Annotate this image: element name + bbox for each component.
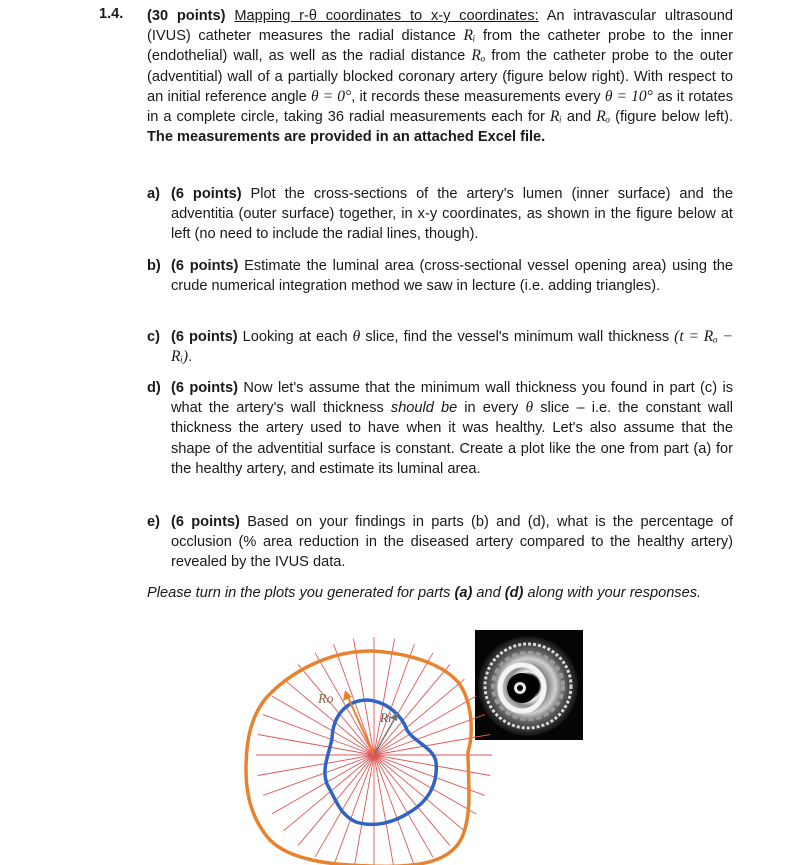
- ri-symbol: Rᵢ: [463, 27, 476, 45]
- intro-text: (figure below left).: [610, 109, 733, 126]
- part-points: (6 points): [171, 258, 239, 275]
- ri-symbol: Rᵢ: [549, 108, 562, 126]
- part-points: (6 points): [171, 380, 238, 397]
- problem-title: Mapping r-θ coordinates to x-y coordinates:: [234, 8, 539, 24]
- turn-in-part-d: (d): [504, 585, 524, 601]
- intro-text: , it records these measurements every: [351, 88, 605, 105]
- turn-in-text: Please turn in the plots you generated for parts: [147, 585, 455, 601]
- part-text: slice – i.e. the constant wall thickness the artery used to have when it was healthy. Let's also assume that the shape of the adventitial surface is constant. Create a plot like the one from part (a) for the healthy artery, and estimate its luminal area.: [171, 400, 734, 477]
- intro-bold-note: The measurements are provided in an attached Excel file.: [147, 129, 546, 146]
- turn-in-text: and: [472, 585, 505, 601]
- part-label: c): [147, 329, 160, 345]
- intro-text: from the catheter probe to the inner (endothelial) wall, as well as the radial distance: [147, 28, 733, 65]
- part-text: Estimate the luminal area (cross-sectional vessel opening area) using the crude numerical integration method we saw in lecture (i.e. adding triangles).: [171, 258, 733, 295]
- ivus-image: [475, 630, 583, 740]
- problem-number: 1.4.: [99, 6, 124, 22]
- part-text: .: [188, 349, 193, 366]
- part-points: (6 points): [171, 186, 242, 203]
- ro-label: Ro: [318, 692, 334, 707]
- theta-symbol: θ: [352, 328, 361, 346]
- intro-text: as it rotates in a complete circle, taking 36 radial measurements each for: [147, 88, 733, 126]
- intro-text: and: [561, 109, 597, 126]
- theta-ten: θ = 10°: [604, 87, 653, 105]
- part-label: a): [147, 186, 160, 202]
- part-points: (6 points): [171, 514, 240, 531]
- turn-in-part-a: (a): [454, 585, 473, 601]
- theta-zero: θ = 0°: [310, 87, 352, 105]
- part-text: slice, find the vessel's minimum wall thickness: [360, 329, 675, 346]
- problem-points: (30 points): [147, 8, 226, 24]
- radial-lines: [256, 637, 492, 865]
- thickness-formula: (t = Rₒ − Rᵢ): [171, 328, 733, 366]
- ro-symbol: Rₒ: [471, 47, 486, 65]
- part-points: (6 points): [171, 329, 238, 346]
- part-text: Looking at each: [237, 329, 353, 346]
- emphasis-text: should be: [390, 400, 458, 417]
- radial-line: [374, 755, 395, 865]
- radial-line: [354, 755, 375, 865]
- turn-in-text: along with your responses.: [523, 585, 702, 601]
- intro-text: An intravascular ultrasound (IVUS) catheter measures the radial distance: [147, 8, 734, 45]
- part-label: b): [147, 258, 161, 274]
- part-text: in every: [457, 400, 526, 417]
- intro-text: from the catheter probe to the outer (adventitial) wall of a partially blocked coronary artery (figure below right). With respect to an initial reference angle: [147, 48, 733, 105]
- ro-symbol: Rₒ: [596, 108, 611, 126]
- part-text: Now let's assume that the minimum wall thickness you found in part (c) is what the artery's wall thickness: [171, 380, 733, 417]
- ri-label: Ri: [380, 710, 392, 725]
- part-label: e): [147, 514, 160, 530]
- part-text: Plot the cross-sections of the artery's lumen (inner surface) and the adventitia (outer surface) together, in x-y coordinates, as shown in the figure below at left (no need to include the radial lines, though).: [171, 186, 733, 243]
- theta-symbol: θ: [525, 399, 534, 417]
- part-label: d): [147, 380, 161, 396]
- part-text: Based on your findings in parts (b) and (d), what is the percentage of occlusion (% area reduction in the diseased artery compared to the healthy artery) revealed by the IVUS data.: [171, 514, 733, 571]
